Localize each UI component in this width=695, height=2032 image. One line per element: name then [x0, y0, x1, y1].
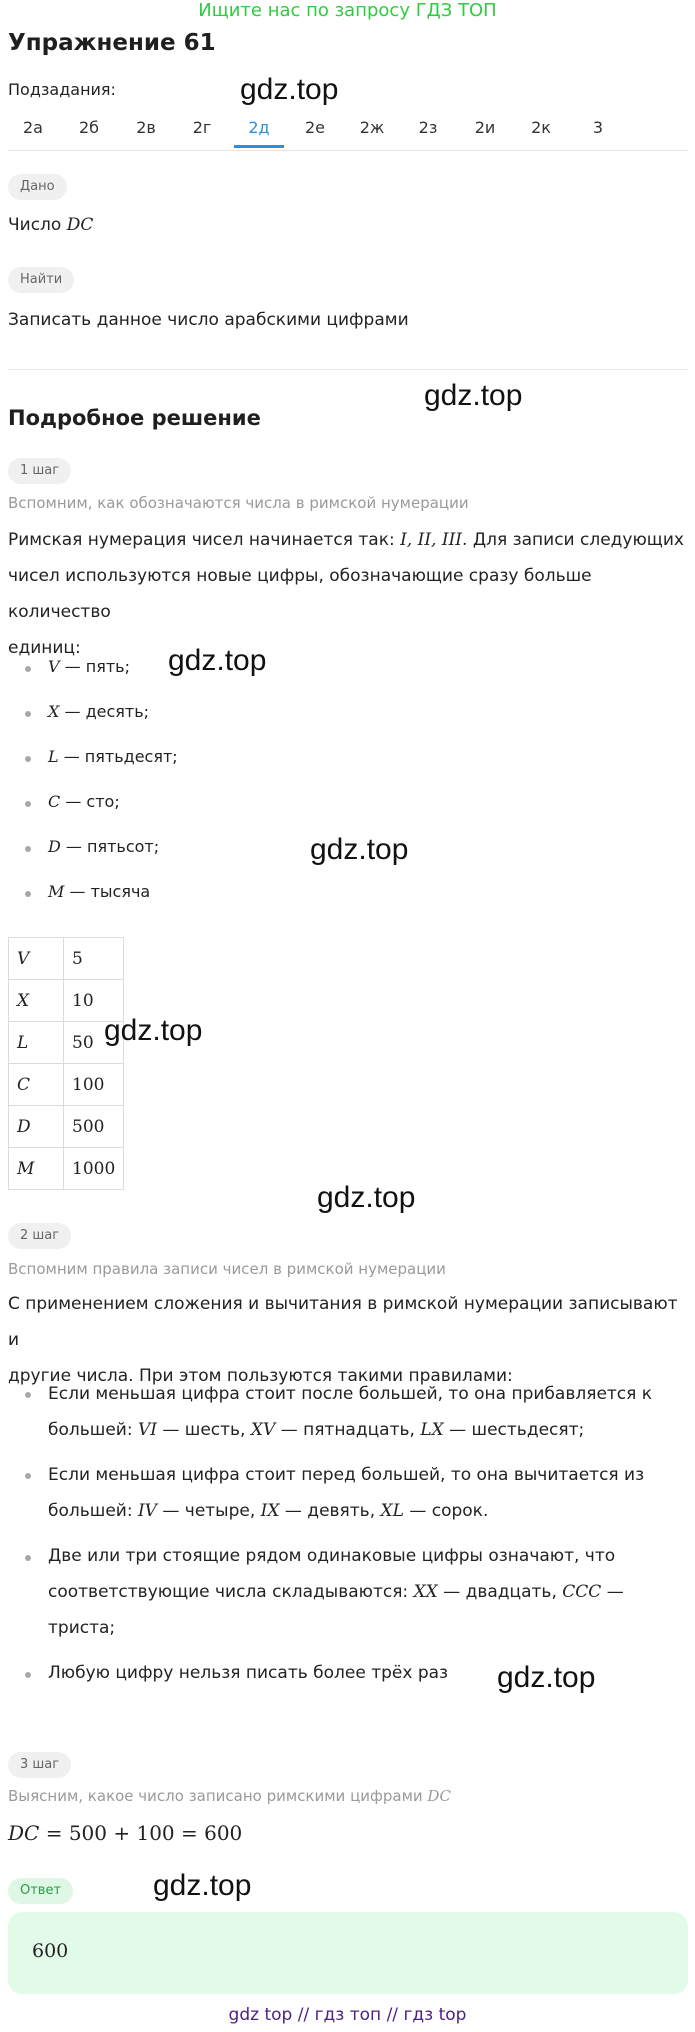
- rule-item: [48, 1457, 668, 1529]
- list-item: [48, 739, 178, 775]
- find-chip: Найти: [8, 267, 74, 293]
- step1-hint: Вспомним, как обозначаются числа в римской нумерации: [8, 494, 469, 512]
- step1-line1-tail: Для записи следующих: [472, 530, 684, 550]
- tab-2d[interactable]: 2д: [234, 112, 284, 148]
- watermark: gdz.top: [424, 379, 523, 412]
- step3-chip: 3 шаг: [8, 1752, 71, 1778]
- given-text: [8, 207, 93, 243]
- numeral-symbol: C: [48, 792, 61, 811]
- tab-3[interactable]: 3: [592, 118, 604, 137]
- watermark: gdz.top: [153, 1869, 252, 1902]
- table-row: [9, 1148, 124, 1190]
- tab-2k[interactable]: 2к: [531, 118, 551, 137]
- answer-chip: Ответ: [8, 1878, 73, 1904]
- numeral-meaning: — пять;: [64, 657, 130, 676]
- numeral-symbol: V: [48, 657, 60, 676]
- rule3-line3: триста;: [48, 1618, 116, 1638]
- step2-hint: Вспомним правила записи чисел в римской нумерации: [8, 1260, 446, 1278]
- step1-line3: единиц:: [8, 638, 81, 658]
- numeral-meaning: — пятьдесят;: [63, 747, 178, 766]
- list-item: [48, 694, 149, 730]
- footer-link[interactable]: gdz top: [228, 2005, 293, 2025]
- watermark: gdz.top: [104, 1014, 203, 1047]
- answer-box: [8, 1912, 688, 1994]
- list-item: [48, 649, 130, 685]
- step3-hint-text: Выясним, какое число записано римскими цифрами: [8, 1787, 423, 1805]
- rule2-line1: Если меньшая цифра стоит перед большей, то она вычитается из: [48, 1465, 645, 1485]
- watermark: gdz.top: [317, 1181, 416, 1214]
- numeral-symbol: M: [48, 882, 65, 901]
- tab-2g[interactable]: 2г: [192, 118, 212, 137]
- rule1-line1: Если меньшая цифра стоит после большей, то она прибавляется к: [48, 1384, 653, 1404]
- table-cell-value: 5: [64, 938, 124, 980]
- page-title: Упражнение 61: [8, 30, 216, 56]
- step1-line1-text: Римская нумерация чисел начинается так:: [8, 530, 395, 550]
- step2-line1: С применением сложения и вычитания в римской нумерации записывают и: [8, 1294, 678, 1350]
- table-cell-symbol: C: [9, 1064, 64, 1106]
- table-cell-symbol: D: [9, 1106, 64, 1148]
- answer-value: 600: [32, 1940, 69, 1962]
- list-item: [48, 784, 120, 820]
- table-row: [9, 1064, 124, 1106]
- rule2-text: — девять,: [284, 1501, 376, 1521]
- rule3-math: XX: [413, 1582, 438, 1602]
- table-row: [9, 938, 124, 980]
- rule-item: [48, 1376, 668, 1448]
- step2-chip: 2 шаг: [8, 1223, 71, 1249]
- subtasks-label: Подзадания:: [8, 80, 116, 99]
- list-item: [48, 874, 150, 910]
- tab-2i[interactable]: 2и: [474, 118, 496, 137]
- step3-hint: [8, 1787, 451, 1805]
- list-bullet: [25, 846, 31, 852]
- rule1-math: VI: [137, 1420, 157, 1440]
- numeral-symbol: X: [48, 702, 60, 721]
- rule1-text: — шесть,: [162, 1420, 246, 1440]
- list-bullet: [25, 1392, 31, 1398]
- list-bullet: [25, 1473, 31, 1479]
- rule2-text: большей:: [48, 1501, 133, 1521]
- equation: [8, 1821, 242, 1845]
- solution-title: Подробное решение: [8, 406, 261, 430]
- list-item: [48, 829, 159, 865]
- tab-2zh[interactable]: 2ж: [359, 118, 385, 137]
- footer-separator: //: [297, 2005, 310, 2025]
- equation-lhs: DC: [8, 1821, 40, 1845]
- rule3-text: — двадцать,: [443, 1582, 557, 1602]
- rule2-math: XL: [380, 1501, 404, 1521]
- watermark: gdz.top: [240, 73, 339, 106]
- rule3-line1: Две или три стоящие рядом одинаковые цифры означают, что: [48, 1546, 616, 1566]
- rule2-line2: [48, 1493, 668, 1529]
- watermark: gdz.top: [168, 644, 267, 677]
- table-cell-symbol: V: [9, 938, 64, 980]
- rule1-text: — пятнадцать,: [280, 1420, 415, 1440]
- given-chip: Дано: [8, 174, 67, 200]
- rule1-math: XV: [250, 1420, 276, 1440]
- given-math: DC: [66, 215, 94, 235]
- numeral-symbol: D: [48, 837, 61, 856]
- watermark: gdz.top: [497, 1661, 596, 1694]
- step1-paragraph: [8, 522, 688, 666]
- step2-line2: другие числа. При этом пользуются такими правилами:: [8, 1366, 513, 1386]
- table-cell-value: 10: [64, 980, 124, 1022]
- promo-banner[interactable]: Ищите нас по запросу ГДЗ ТОП: [198, 0, 497, 21]
- table-cell-value: 1000: [64, 1148, 124, 1190]
- step1-line1: [8, 522, 688, 558]
- step3-hint-math: DC: [427, 1787, 451, 1805]
- rule2-text: — сорок.: [409, 1501, 489, 1521]
- numeral-meaning: — сто;: [65, 792, 120, 811]
- subtask-tabs: [8, 112, 688, 151]
- rule1-line2: [48, 1412, 668, 1448]
- numeral-symbol: L: [48, 747, 59, 766]
- table-cell-symbol: M: [9, 1148, 64, 1190]
- tab-2a[interactable]: 2а: [23, 118, 43, 137]
- given-label: Число: [8, 215, 62, 235]
- rule3-text: соответствующие числа складываются:: [48, 1582, 409, 1602]
- rule2-math: IX: [260, 1501, 280, 1521]
- equation-rhs: = 500 + 100 = 600: [45, 1821, 243, 1845]
- numeral-meaning: — пятьсот;: [65, 837, 160, 856]
- table-cell-value: 500: [64, 1106, 124, 1148]
- footer-link[interactable]: гдз топ: [314, 2005, 382, 2025]
- rule3-text: —: [606, 1582, 624, 1602]
- rule1-text: — шестьдесят;: [449, 1420, 585, 1440]
- tab-2b[interactable]: 2б: [78, 118, 100, 137]
- numeral-meaning: — тысяча: [69, 882, 151, 901]
- step1-chip: 1 шаг: [8, 458, 71, 484]
- tab-2e[interactable]: 2е: [304, 118, 326, 137]
- step1-line1-math: I, II, III.: [400, 530, 468, 550]
- rule3-line2: [48, 1574, 668, 1610]
- list-bullet: [25, 756, 31, 762]
- list-bullet: [25, 1555, 31, 1561]
- rule1-math: LX: [420, 1420, 444, 1440]
- table-cell-symbol: X: [9, 980, 64, 1022]
- rule2-math: IV: [137, 1501, 157, 1521]
- section-divider: [8, 369, 688, 370]
- list-bullet: [25, 711, 31, 717]
- find-text: Записать данное число арабскими цифрами: [8, 310, 409, 330]
- table-cell-symbol: L: [9, 1022, 64, 1064]
- step1-line2: чисел используются новые цифры, обозначающие сразу больше количество: [8, 566, 592, 622]
- footer-links: [0, 2005, 695, 2025]
- numeral-meaning: — десять;: [64, 702, 150, 721]
- rule3-math: CCC: [562, 1582, 602, 1602]
- watermark: gdz.top: [310, 833, 409, 866]
- list-bullet: [25, 891, 31, 897]
- rule-item: Любую цифру нельзя писать более трёх раз: [48, 1663, 449, 1683]
- list-bullet: [25, 801, 31, 807]
- rule-item: [48, 1538, 668, 1646]
- tab-2v[interactable]: 2в: [136, 118, 156, 137]
- tab-2z[interactable]: 2з: [418, 118, 438, 137]
- footer-separator: //: [386, 2005, 399, 2025]
- numeral-table: [8, 937, 124, 1190]
- list-bullet: [25, 1672, 31, 1678]
- list-bullet: [25, 666, 31, 672]
- footer-link[interactable]: гдз top: [403, 2005, 467, 2025]
- table-cell-value: 50: [64, 1022, 124, 1064]
- table-row: [9, 1106, 124, 1148]
- rule1-text: большей:: [48, 1420, 133, 1440]
- table-cell-value: 100: [64, 1064, 124, 1106]
- rule2-text: — четыре,: [162, 1501, 256, 1521]
